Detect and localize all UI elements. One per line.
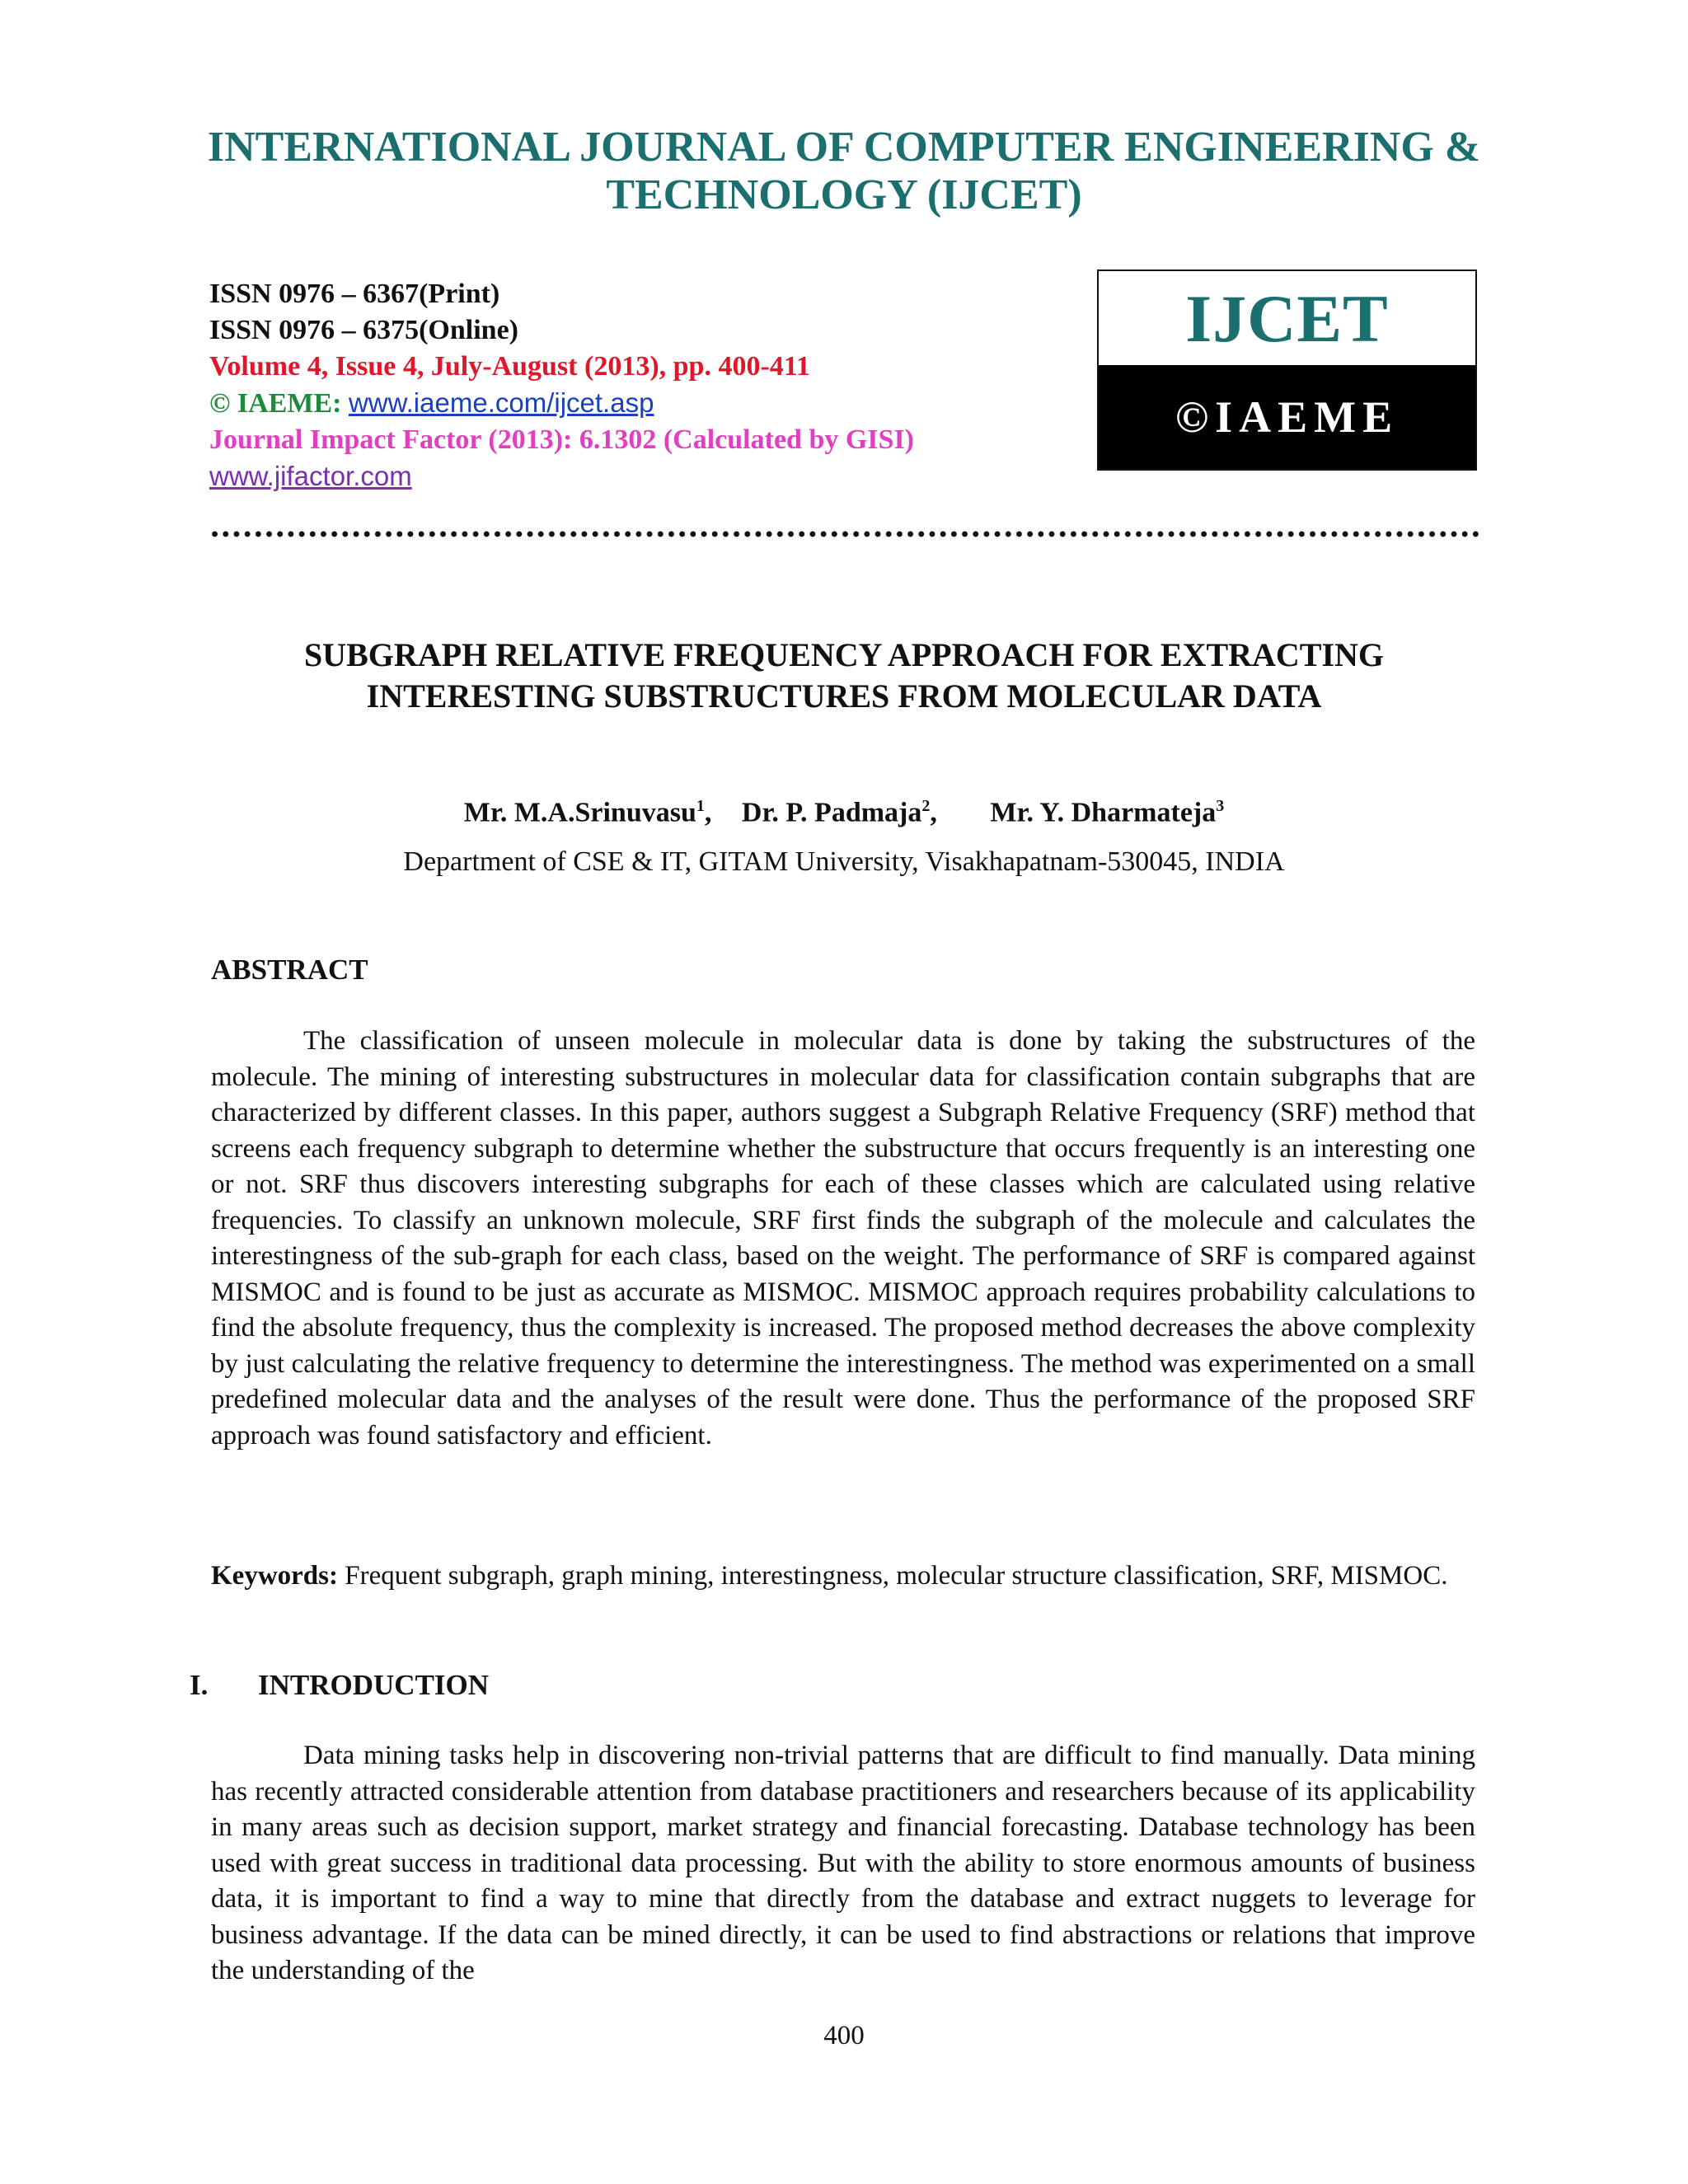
- authors: Mr. M.A.Srinuvasu$^1$, Dr. P. Padmaja$^2$, Mr. Y. Dharmateja$^3$: [463, 797, 1225, 828]
- jifactor-link[interactable]: www.jifactor.com: [209, 461, 412, 491]
- paper-title-line-2: INTERESTING SUBSTRUCTURES FROM MOLECULAR DATA: [366, 677, 1322, 715]
- journal-title-line-2: TECHNOLOGY (IJCET): [606, 171, 1082, 218]
- author-affiliation-mark: 3: [1216, 797, 1225, 815]
- iaeme-prefix: © IAEME:: [209, 388, 349, 419]
- page-number: 400: [823, 2021, 865, 2050]
- journal-meta: [209, 276, 1034, 495]
- author-name: Mr. Y. Dharmateja: [990, 797, 1217, 828]
- issn-print: ISSN 0976 – 6367(Print): [209, 279, 500, 309]
- affiliation: Department of CSE & IT, GITAM University, Visakhapatnam-530045, INDIA: [403, 846, 1285, 877]
- author-name: Dr. P. Padmaja: [741, 797, 922, 828]
- volume-info: Volume 4, Issue 4, July-August (2013), pp. 400-411: [209, 351, 810, 382]
- abstract-text: The classification of unseen molecule in molecular data is done by taking the substructures of the molecule. The mining of interesting substructures in molecular data for classification contain subgraphs that are characterized by different classes. In this paper, authors suggest a Subgraph Relative Frequency (SRF) method that screens each frequency subgraph to determine whether the substructure that occurs frequently is an interesting one or not. SRF thus discovers interesting subgraphs for each of these classes which are calculated using relative frequencies. To classify an unknown molecule, SRF first finds the subgraph of the molecule and calculates the interestingness of the sub-graph for each class, based on the weight. The performance of SRF is compared against MISMOC and is found to be just as accurate as MISMOC. MISMOC approach requires probability calculations to find the absolute frequency, thus the complexity is increased. The proposed method decreases the above complexity by just calculating the relative frequency to determine the interestingness. The method was experimented on a small predefined molecular data and the analyses of the result were done. Thus the performance of the proposed SRF approach was found satisfactory and efficient.: [211, 1026, 1475, 1451]
- paper-title: [206, 635, 1482, 717]
- iaeme-line: [209, 385, 1034, 422]
- introduction-text: Data mining tasks help in discovering non-trivial patterns that are difficult to find manually. Data mining has recently attracted considerable attention from database practitioners and researchers because of its applicability in many areas such as decision support, market strategy and financial forecasting. Database technology has been used with great success in traditional data processing. But with the ability to store enormous amounts of business data, it is important to find a way to mine that directly from the database and extract nuggets to leverage for business advantage. If the data can be mined directly, it can be used to find abstractions or relations that improve the understanding of the: [211, 1741, 1475, 1985]
- dotted-divider: [209, 529, 1479, 539]
- logo-iaeme-text: ©IAEME: [1099, 365, 1475, 469]
- author-affiliation-mark: 1: [696, 797, 705, 815]
- impact-factor: Journal Impact Factor (2013): 6.1302 (Calculated by GISI): [209, 424, 914, 455]
- author-affiliation-mark: 2: [921, 797, 931, 815]
- iaeme-link[interactable]: www.iaeme.com/ijcet.asp: [348, 387, 654, 418]
- abstract-heading: ABSTRACT: [211, 954, 368, 986]
- keywords-text: Frequent subgraph, graph mining, interestingness, molecular structure classification, SRF, MISMOC.: [337, 1561, 1448, 1591]
- issn-online: ISSN 0976 – 6375(Online): [209, 315, 518, 345]
- introduction-heading: [190, 1667, 489, 1704]
- author-name: Mr. M.A.Srinuvasu: [463, 797, 696, 828]
- journal-title: [132, 124, 1556, 219]
- section-number: I.: [190, 1669, 209, 1701]
- journal-title-line-1: INTERNATIONAL JOURNAL OF COMPUTER ENGINEERING &: [207, 124, 1481, 171]
- logo-ijcet-text: IJCET: [1185, 281, 1389, 356]
- keywords: [211, 1558, 1475, 1595]
- section-title: INTRODUCTION: [258, 1669, 490, 1701]
- keywords-label: Keywords:: [211, 1561, 338, 1591]
- paper-title-line-1: SUBGRAPH RELATIVE FREQUENCY APPROACH FOR EXTRACTING: [303, 636, 1385, 673]
- ijcet-logo: [1097, 269, 1477, 471]
